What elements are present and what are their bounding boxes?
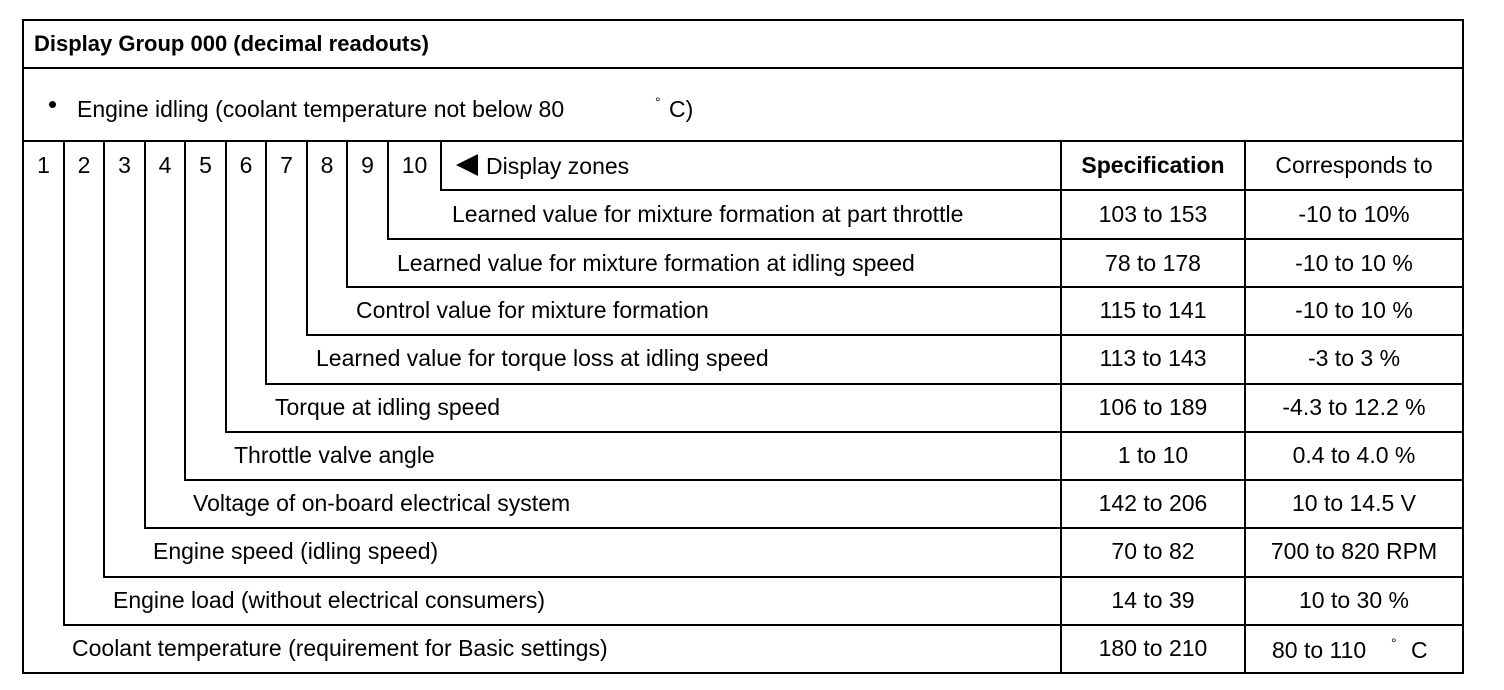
zone-number-4: 4 (158, 152, 172, 178)
step-line-10 (440, 189, 1062, 191)
right-row-divider (1060, 334, 1464, 336)
zone-number-5: 5 (199, 152, 212, 178)
step-line-5 (225, 431, 1062, 433)
zone-separator-10-label (440, 140, 442, 191)
row-specification: 106 to 189 (1098, 394, 1208, 420)
step-line-3 (144, 527, 1062, 529)
right-row-divider (1060, 286, 1464, 288)
row-description: Coolant temperature (requirement for Basic settings) (72, 635, 608, 661)
zone-number-2: 2 (77, 152, 91, 178)
zone-number-1: 1 (37, 152, 50, 178)
row-corresponds-to: 10 to 30 % (1299, 587, 1409, 613)
row-specification: 115 to 141 (1099, 297, 1207, 323)
display-zones-label: Display zones (486, 153, 630, 179)
row-corresponds-to: -4.3 to 12.2 % (1282, 394, 1426, 420)
row-description: Engine speed (idling speed) (153, 538, 439, 564)
zone-number-7: 7 (280, 152, 293, 178)
row-corresponds-to-value: 80 to 110 (1272, 637, 1367, 663)
row-specification: 14 to 39 (1111, 587, 1195, 613)
row-corresponds-to: -10 to 10 % (1295, 297, 1413, 323)
zone-number-10: 10 (401, 152, 428, 178)
page-title: Display Group 000 (decimal readouts) (34, 31, 429, 56)
row-description: Control value for mixture formation (356, 297, 709, 323)
header-corresponds-to: Corresponds to (1275, 152, 1433, 178)
row-corresponds-to-unit: C (1411, 637, 1428, 663)
step-line-8 (346, 286, 1062, 288)
title-divider (22, 67, 1464, 69)
row-specification: 70 to 82 (1111, 538, 1195, 564)
header-specification: Specification (1081, 152, 1225, 178)
step-line-9 (387, 238, 1062, 240)
frame-left (22, 19, 24, 674)
row-specification: 113 to 143 (1099, 345, 1207, 371)
frame-top (22, 19, 1464, 21)
row-specification: 180 to 210 (1098, 635, 1208, 661)
row-description: Learned value for mixture formation at idling speed (397, 250, 915, 276)
step-line-1 (63, 624, 1062, 626)
condition-text: Engine idling (coolant temperature not below 80 (77, 96, 565, 122)
zone-number-8: 8 (320, 152, 334, 178)
condition-divider (22, 140, 1464, 142)
zone-separator-4-5 (184, 140, 186, 481)
zone-separator-2-3 (103, 140, 105, 578)
row-description: Engine load (without electrical consumers) (113, 587, 546, 613)
zone-separator-3-4 (144, 140, 146, 529)
step-line-2 (103, 576, 1062, 578)
step-line-6 (265, 383, 1062, 385)
left-triangle-icon (456, 154, 478, 176)
row-description: Torque at idling speed (275, 394, 501, 420)
right-row-divider (1060, 576, 1464, 578)
right-row-divider (1060, 624, 1464, 626)
bullet-icon (49, 101, 56, 108)
right-row-divider (1060, 238, 1464, 240)
row-specification: 1 to 10 (1117, 442, 1189, 468)
row-corresponds-to: 0.4 to 4.0 % (1292, 442, 1416, 468)
frame-bottom (22, 672, 1464, 674)
row-description: Learned value for mixture formation at part throttle (452, 201, 964, 227)
zone-number-6: 6 (239, 152, 253, 178)
right-row-divider (1060, 383, 1464, 385)
row-specification: 142 to 206 (1098, 490, 1208, 516)
row-corresponds-to: -3 to 3 % (1307, 345, 1401, 371)
right-row-divider (1060, 431, 1464, 433)
step-line-4 (184, 479, 1062, 481)
row-corresponds-to: 10 to 14.5 V (1291, 490, 1417, 516)
row-description: Throttle valve angle (234, 442, 435, 468)
degree-mark: ° (1391, 635, 1397, 651)
row-specification: 78 to 178 (1105, 250, 1201, 276)
right-row-divider (1060, 527, 1464, 529)
right-row-divider (1060, 479, 1464, 481)
row-specification: 103 to 153 (1098, 201, 1208, 227)
row-corresponds-to: 700 to 820 RPM (1270, 538, 1438, 564)
zone-number-3: 3 (118, 152, 131, 178)
zone-separator-1-2 (63, 140, 65, 626)
row-corresponds-to: -10 to 10% (1298, 201, 1410, 227)
condition-unit: C) (669, 96, 694, 122)
row-description: Learned value for torque loss at idling speed (316, 345, 769, 371)
zone-number-9: 9 (361, 152, 374, 178)
zone-separator-5-6 (225, 140, 227, 433)
degree-mark: ° (655, 94, 661, 110)
step-line-7 (306, 334, 1062, 336)
row-corresponds-to: -10 to 10 % (1295, 250, 1413, 276)
right-row-divider (1060, 189, 1464, 191)
row-description: Voltage of on-board electrical system (193, 490, 571, 516)
